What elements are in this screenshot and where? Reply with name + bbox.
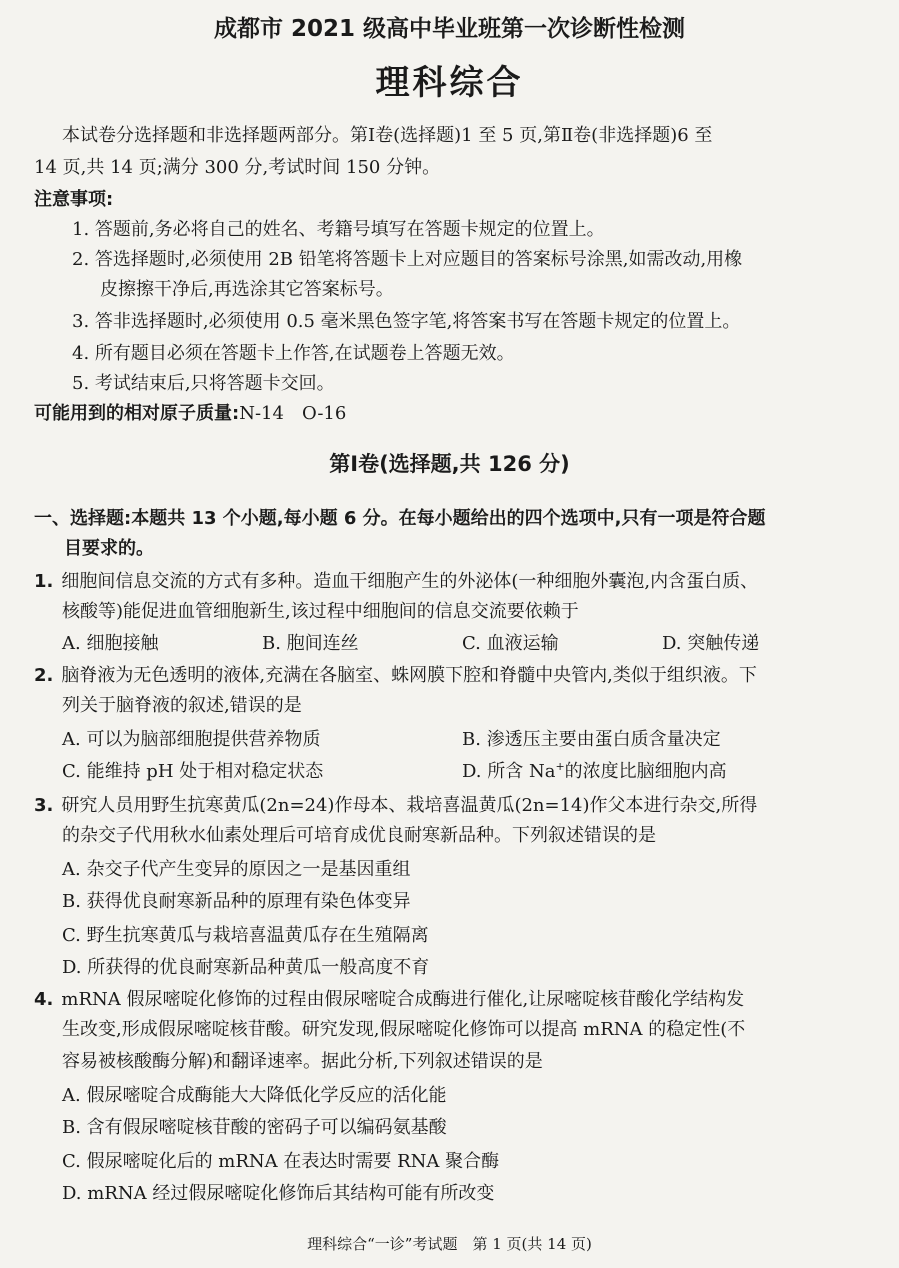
question-4-option-c: C. 假尿嘧啶化后的 mRNA 在表达时需要 RNA 聚合酶 xyxy=(62,1151,500,1172)
question-4-option-a: A. 假尿嘧啶合成酶能大大降低化学反应的活化能 xyxy=(62,1085,447,1106)
question-1-number: 1. xyxy=(34,571,54,592)
section1-instruction-2: 目要求的。 xyxy=(64,538,154,559)
question-4-option-d: D. mRNA 经过假尿嘧啶化修饰后其结构可能有所改变 xyxy=(62,1183,495,1204)
notice-item-4: 4. 所有题目必须在答题卡上作答,在试题卷上答题无效。 xyxy=(72,343,515,364)
question-4-line-3: 容易被核酸酶分解)和翻译速率。据此分析,下列叙述错误的是 xyxy=(62,1051,543,1072)
question-4-number: 4. xyxy=(34,989,54,1010)
question-2-option-d: D. 所含 Na+的浓度比脑细胞内高 xyxy=(462,760,727,782)
notice-item-1: 1. 答题前,务必将自己的姓名、考籍号填写在答题卡规定的位置上。 xyxy=(72,219,605,240)
atomic-mass xyxy=(34,402,346,426)
question-2-option-b: B. 渗透压主要由蛋白质含量决定 xyxy=(462,729,721,750)
subject-title: 理科综合 xyxy=(375,63,524,103)
question-4-line-1: 4. mRNA 假尿嘧啶化修饰的过程由假尿嘧啶合成酶进行催化,让尿嘧啶核苷酸化学结构发 xyxy=(34,989,745,1010)
superscript-plus: + xyxy=(555,760,565,773)
page-footer: 理科综合“一诊”考试题 第 1 页(共 14 页) xyxy=(307,1235,592,1253)
intro-line-2: 14 页,共 14 页;满分 300 分,考试时间 150 分钟。 xyxy=(34,157,441,178)
question-3-option-a: A. 杂交子代产生变异的原因之一是基因重组 xyxy=(62,859,411,880)
question-3-option-b: B. 获得优良耐寒新品种的原理有染色体变异 xyxy=(62,891,411,912)
question-3-option-d: D. 所获得的优良耐寒新品种黄瓜一般高度不育 xyxy=(62,957,430,978)
question-3-line-1: 3. 研究人员用野生抗寒黄瓜(2n=24)作母本、栽培喜温黄瓜(2n=14)作父本进行杂交,所得 xyxy=(34,795,758,816)
question-1-option-d: D. 突触传递 xyxy=(662,633,760,654)
question-4-line-2: 生改变,形成假尿嘧啶核苷酸。研究发现,假尿嘧啶化修饰可以提高 mRNA 的稳定性(不 xyxy=(62,1019,746,1040)
notice-item-2-cont: 皮擦擦干净后,再选涂其它答案标号。 xyxy=(100,279,394,300)
notice-item-2: 2. 答选择题时,必须使用 2B 铅笔将答题卡上对应题目的答案标号涂黑,如需改动,用橡 xyxy=(72,249,743,270)
question-1-line-2: 核酸等)能促进血管细胞新生,该过程中细胞间的信息交流要依赖于 xyxy=(62,601,579,622)
question-1-option-b: B. 胞间连丝 xyxy=(262,633,359,654)
notice-heading: 注意事项: xyxy=(34,189,114,210)
question-2-line-1: 2. 脑脊液为无色透明的液体,充满在各脑室、蛛网膜下腔和脊髓中央管内,类似于组织液。下 xyxy=(34,665,757,686)
question-3-number: 3. xyxy=(34,795,54,816)
question-2-number: 2. xyxy=(34,665,54,686)
question-3-line-2: 的杂交子代用秋水仙素处理后可培育成优良耐寒新品种。下列叙述错误的是 xyxy=(62,825,656,846)
part1-title: 第Ⅰ卷(选择题,共 126 分) xyxy=(329,452,570,476)
section1-instruction-1: 一、选择题:本题共 13 个小题,每小题 6 分。在每小题给出的四个选项中,只有一项是符合题 xyxy=(34,508,766,529)
atomic-mass-values: N-14 O-16 xyxy=(239,403,347,424)
question-2-option-a: A. 可以为脑部细胞提供营养物质 xyxy=(62,729,321,750)
question-1-line-1: 1. 细胞间信息交流的方式有多种。造血干细胞产生的外泌体(一种细胞外囊泡,内含蛋白质、 xyxy=(34,571,759,592)
question-2-option-c: C. 能维持 pH 处于相对稳定状态 xyxy=(62,761,324,782)
question-1-option-c: C. 血液运输 xyxy=(462,633,559,654)
question-4-option-b: B. 含有假尿嘧啶核苷酸的密码子可以编码氨基酸 xyxy=(62,1117,447,1138)
exam-title: 成都市 2021 级高中毕业班第一次诊断性检测 xyxy=(213,16,686,42)
intro-line-1: 本试卷分选择题和非选择题两部分。第Ⅰ卷(选择题)1 至 5 页,第Ⅱ卷(非选择题)6 至 xyxy=(62,125,713,146)
question-3-option-c: C. 野生抗寒黄瓜与栽培喜温黄瓜存在生殖隔离 xyxy=(62,925,429,946)
question-2-line-2: 列关于脑脊液的叙述,错误的是 xyxy=(62,695,302,716)
question-1-option-a: A. 细胞接触 xyxy=(62,633,159,654)
notice-item-5: 5. 考试结束后,只将答题卡交回。 xyxy=(72,373,335,394)
notice-item-3: 3. 答非选择题时,必须使用 0.5 毫米黑色签字笔,将答案书写在答题卡规定的位置上。 xyxy=(72,311,741,332)
atomic-mass-label: 可能用到的相对原子质量: xyxy=(34,403,240,424)
